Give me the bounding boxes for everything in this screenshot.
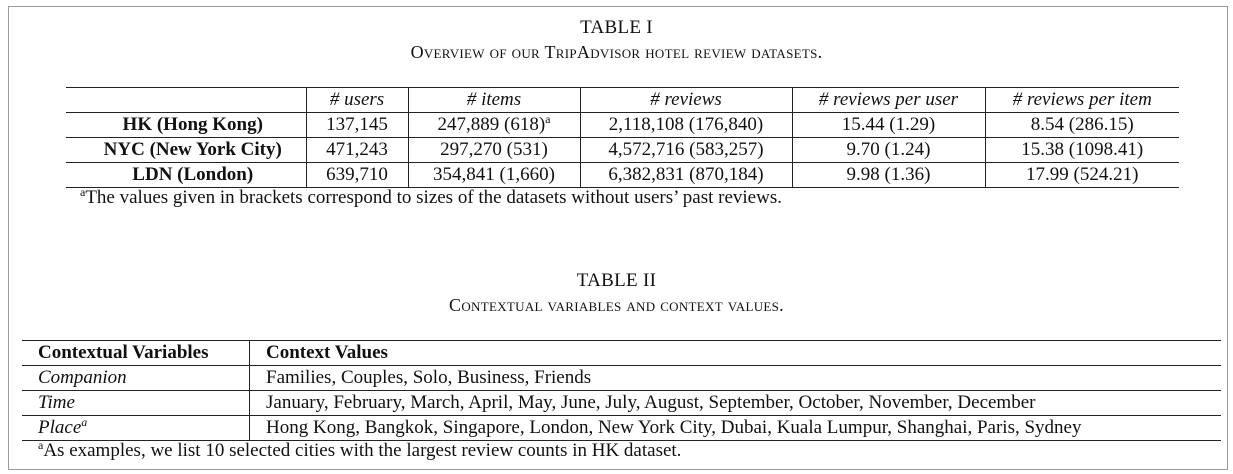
table2-number: TABLE II [576, 270, 657, 291]
per-item-cell: 15.38 (1098.41) [985, 138, 1179, 163]
table1-col-reviews: # reviews [580, 88, 792, 113]
dataset-name: NYC (New York City) [66, 138, 306, 163]
table1-col-items: # items [408, 88, 580, 113]
table2-footnote: $^a$As examples, we list 10 selected cities with the largest review counts in HK dataset. [38, 438, 682, 461]
table2-header-row [22, 341, 1221, 366]
items-cell: 354,841 (1,660) [408, 163, 580, 188]
table-row [22, 391, 1221, 416]
footnote-mark: a [38, 438, 44, 452]
reviews-cell: 6,382,831 (870,184) [580, 163, 792, 188]
reviews-cell: 4,572,716 (583,257) [580, 138, 792, 163]
table-row [22, 366, 1221, 391]
table1 [66, 87, 1179, 188]
table1-col-users: # users [306, 88, 408, 113]
table2-title: Contextual variables and context values. [449, 295, 784, 315]
table1-header-row [66, 88, 1179, 113]
variable-cell: Time [22, 391, 250, 416]
values-cell: Families, Couples, Solo, Business, Friends [250, 366, 1222, 391]
per-user-cell: 9.98 (1.36) [792, 163, 985, 188]
per-user-cell: 9.70 (1.24) [792, 138, 985, 163]
per-item-cell: 8.54 (286.15) [985, 113, 1179, 138]
users-cell: 471,243 [306, 138, 408, 163]
table1-number: TABLE I [580, 17, 653, 38]
table-row [66, 113, 1179, 138]
items-cell: 247,889 $(618)^a$ [408, 113, 580, 138]
table2-col-values: Context Values [250, 341, 1222, 366]
table1-title: Overview of our TripAdvisor hotel review datasets. [410, 42, 823, 62]
table-row [66, 138, 1179, 163]
table1-footnote: $^a$The values given in brackets correspond to sizes of the datasets without users’ past reviews. [80, 185, 782, 208]
users-cell: 639,710 [306, 163, 408, 188]
table1-col-per-item: # reviews per item [985, 88, 1179, 113]
per-user-cell: 15.44 (1.29) [792, 113, 985, 138]
table-row [22, 416, 1221, 441]
variable-cell: Companion [22, 366, 250, 391]
footnote-mark: a [81, 415, 88, 429]
dataset-name: LDN (London) [66, 163, 306, 188]
footnote-mark: a [545, 112, 551, 126]
table1-header-empty [66, 88, 306, 113]
table2-col-variable: Contextual Variables [22, 341, 250, 366]
per-item-cell: 17.99 (524.21) [985, 163, 1179, 188]
dataset-name: HK (Hong Kong) [66, 113, 306, 138]
table-row [66, 163, 1179, 188]
table2 [22, 340, 1221, 441]
values-cell: January, February, March, April, May, June, July, August, September, October, November, December [250, 391, 1222, 416]
variable-cell: Place$^a$ [22, 416, 250, 441]
table1-col-per-user: # reviews per user [792, 88, 985, 113]
footnote-mark: a [80, 185, 86, 199]
values-cell: Hong Kong, Bangkok, Singapore, London, New York City, Dubai, Kuala Lumpur, Shanghai, Paris, Sydney [250, 416, 1222, 441]
items-cell: 297,270 (531) [408, 138, 580, 163]
reviews-cell: 2,118,108 (176,840) [580, 113, 792, 138]
users-cell: 137,145 [306, 113, 408, 138]
